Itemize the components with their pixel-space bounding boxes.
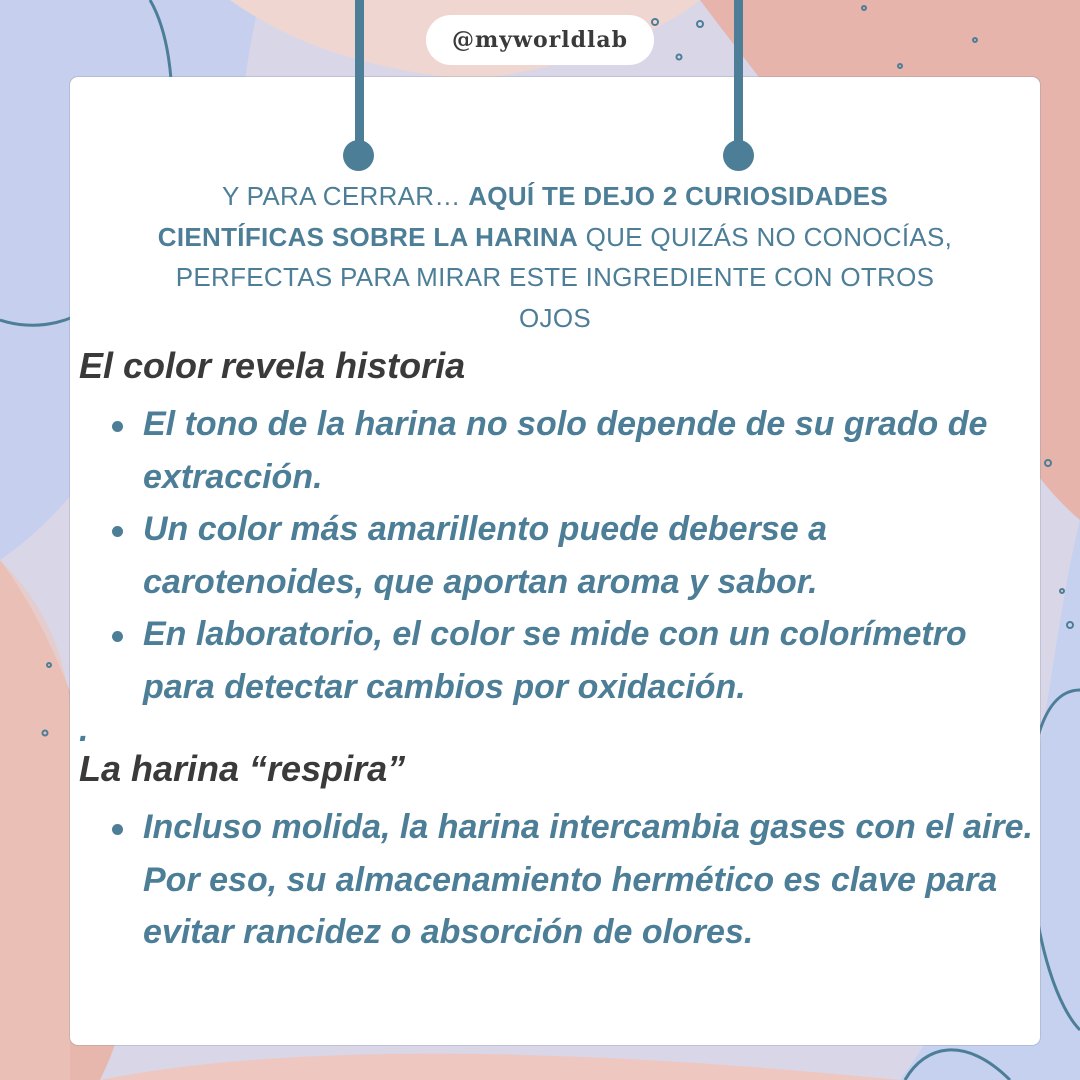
bullet-item: Un color más amarillento puede deberse a carotenoides, que aportan aroma y sabor. [143, 503, 1039, 608]
section-title-respira: La harina “respira” [79, 748, 406, 789]
pin-left-dot [343, 140, 374, 171]
intro-part-3: QUE QUIZÁS NO CONOCÍAS, PERFECTAS PARA MIRAR ESTE INGREDIENTE CON OTROS OJOS [175, 221, 953, 333]
pin-right-line [734, 0, 743, 147]
intro-text [150, 176, 960, 338]
bullet-list-color [79, 398, 1039, 713]
intro-part-1: Y PARA CERRAR… [221, 181, 469, 211]
pin-left-line [355, 0, 364, 147]
main-content [79, 340, 1039, 959]
bullet-item: Incluso molida, la harina intercambia gases con el aire. Por eso, su almacenamiento hermético es clave para evitar rancidez o absorción de olores. [143, 801, 1039, 959]
intro-part-2-bold: AQUÍ TE DEJO 2 CURIOSIDADES CIENTÍFICAS SOBRE LA HARINA [157, 181, 889, 252]
section-title-color: El color revela historia [79, 345, 466, 386]
pin-right-dot [723, 140, 754, 171]
handle-badge: @myworldlab [426, 15, 654, 65]
bullet-item: El tono de la harina no solo depende de su grado de extracción. [143, 398, 1039, 503]
bullet-list-respira [79, 801, 1039, 959]
separator-dot: . [79, 711, 89, 749]
bullet-item: En laboratorio, el color se mide con un colorímetro para detectar cambios por oxidación. [143, 608, 1039, 713]
